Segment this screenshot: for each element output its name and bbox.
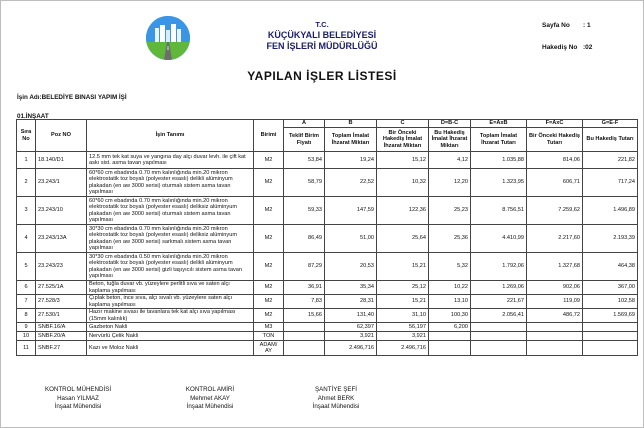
cell-this-qty: 6,200 [429, 323, 471, 332]
signature-title: İnşaat Mühendisi [312, 403, 360, 410]
cell-total-qty: 20,53 [325, 253, 377, 281]
cell-poz-code: 23.243/13A [36, 225, 87, 253]
cell-total-qty: 19,24 [325, 152, 377, 169]
cell-total-amount: 1.323,95 [471, 169, 527, 197]
cell-prev-amount: 902,06 [527, 281, 583, 295]
cell-unit-price [284, 332, 325, 341]
cell-total-amount: 1.792,06 [471, 253, 527, 281]
cell-unit: M2 [254, 309, 284, 323]
cell-row-number: 2 [17, 169, 36, 197]
cell-work-description: Çıplak beton, ince sıva, alçı sıvalı vb. yüzeylere saten alçı kaplama yapılması [87, 295, 254, 309]
table-row [17, 323, 638, 332]
cell-total-amount: 221,67 [471, 295, 527, 309]
signature-role: KONTROL AMİRİ [185, 386, 235, 393]
cell-unit-price: 7,83 [284, 295, 325, 309]
table-row [17, 152, 638, 169]
cell-work-description: 60*60 cm ebadında 0.70 mm kalınlığında min.20 mikron elektrostatik toz boyalı (polyester esaslı) delikli alüminyum plakadan (en aw 3000 serisi) oturmalı sistem asma tavan yapılması [87, 169, 254, 197]
cell-this-qty [429, 332, 471, 341]
cell-unit-price: 59,33 [284, 197, 325, 225]
cell-prev-amount: 814,06 [527, 152, 583, 169]
col-letter-b: B [325, 120, 377, 128]
cell-prev-amount [527, 341, 583, 356]
cell-this-qty [429, 341, 471, 356]
col-letter-d: D=B-C [429, 120, 471, 128]
cell-poz-code: SNBF.27 [36, 341, 87, 356]
cell-work-description: 12.5 mm tek kat suya ve yangına day alçı duvar levh. ile çift kat askı sist. asma tavan yapılması [87, 152, 254, 169]
col-letter-g: G=E-F [583, 120, 638, 128]
col-letter-f: F=AxC [527, 120, 583, 128]
cell-total-amount: 1.269,06 [471, 281, 527, 295]
cell-this-amount [583, 341, 638, 356]
col-header-this-qty: Bu Hakediş İmalat İhzarat Miktarı [429, 128, 471, 152]
cell-work-description: 60*60 cm ebadında 0.70 mm kalınlığında min.20 mikron elektrostatik toz boyalı (polyester esaslı) deliksiz alüminyum plakadan (en aw 3000 serisi) oturmalı sistem asma tavan yapılması [87, 197, 254, 225]
cell-total-qty: 3,921 [325, 332, 377, 341]
cell-total-qty: 51,00 [325, 225, 377, 253]
col-header-no: Sıra No [17, 120, 36, 152]
cell-prev-amount: 119,09 [527, 295, 583, 309]
col-header-unit: Birimi [254, 120, 284, 152]
municipality-logo [146, 16, 190, 60]
cell-poz-code: SNBF.16/A [36, 323, 87, 332]
cell-unit: M2 [254, 225, 284, 253]
cell-poz-code: 23.243/23 [36, 253, 87, 281]
cell-unit-price: 53,84 [284, 152, 325, 169]
cell-poz-code: 23.243/10 [36, 197, 87, 225]
signature-title: İnşaat Mühendisi [54, 403, 102, 410]
cell-work-description: Nervürlü Çelik Nakli [87, 332, 254, 341]
cell-total-qty: 131,40 [325, 309, 377, 323]
cell-unit: M3 [254, 323, 284, 332]
cell-total-qty: 147,59 [325, 197, 377, 225]
cell-total-amount: 8.756,51 [471, 197, 527, 225]
table-row [17, 197, 638, 225]
progress-payment-label: Hakediş No [542, 44, 578, 51]
col-letter-c: C [377, 120, 429, 128]
cell-unit: M2 [254, 253, 284, 281]
table-row [17, 281, 638, 295]
cell-row-number: 7 [17, 295, 36, 309]
col-header-prev-qty: Bir Önceki Hakediş İmalat İhzarat Miktarı [377, 128, 429, 152]
signature-control-chief [160, 386, 260, 412]
cell-row-number: 3 [17, 197, 36, 225]
cell-this-amount [583, 323, 638, 332]
cell-poz-code: 23.243/1 [36, 169, 87, 197]
cell-this-amount [583, 332, 638, 341]
cell-prev-amount: 486,72 [527, 309, 583, 323]
signature-control-engineer [28, 386, 128, 412]
cell-this-amount: 2.193,39 [583, 225, 638, 253]
cell-prev-qty: 3,921 [377, 332, 429, 341]
col-header-total-qty: Toplam İmalat İhzarat Miktarı [325, 128, 377, 152]
table-row [17, 332, 638, 341]
cell-total-amount [471, 332, 527, 341]
cell-prev-qty: 122,36 [377, 197, 429, 225]
cell-unit-price [284, 341, 325, 356]
cell-work-description: Kazı ve Moloz Nakli [87, 341, 254, 356]
cell-this-qty: 12,20 [429, 169, 471, 197]
cell-prev-amount: 1.327,68 [527, 253, 583, 281]
cell-poz-code: 27.528/3 [36, 295, 87, 309]
cell-poz-code: 27.530/1 [36, 309, 87, 323]
signature-site-chief [286, 386, 386, 412]
cell-unit-price: 58,79 [284, 169, 325, 197]
cell-unit-price: 36,91 [284, 281, 325, 295]
cell-total-qty: 2.496,716 [325, 341, 377, 356]
cell-row-number: 4 [17, 225, 36, 253]
cell-unit: TON [254, 332, 284, 341]
section-label: 01.İNŞAAT [17, 113, 49, 120]
table-row [17, 225, 638, 253]
cell-unit: M2 [254, 295, 284, 309]
cell-unit-price [284, 323, 325, 332]
cell-this-qty: 25,36 [429, 225, 471, 253]
cell-total-qty: 62,397 [325, 323, 377, 332]
cell-prev-qty: 25,64 [377, 225, 429, 253]
cell-row-number: 10 [17, 332, 36, 341]
cell-total-amount: 2.056,41 [471, 309, 527, 323]
header-tc: T.C. [315, 20, 329, 29]
cell-unit: M2 [254, 197, 284, 225]
cell-this-qty: 10,22 [429, 281, 471, 295]
cell-total-qty: 22,52 [325, 169, 377, 197]
cell-unit: M2 [254, 281, 284, 295]
cell-total-amount: 4.410,99 [471, 225, 527, 253]
cell-this-amount: 1.569,69 [583, 309, 638, 323]
cell-unit: ADAM/ AY [254, 341, 284, 356]
col-header-unit-price: Teklif Birim Fiyatı [284, 128, 325, 152]
cell-this-qty: 100,30 [429, 309, 471, 323]
cell-unit-price: 15,66 [284, 309, 325, 323]
cell-prev-qty: 56,197 [377, 323, 429, 332]
col-header-desc: İşin Tanımı [87, 120, 254, 152]
page-number-value: : 1 [583, 22, 591, 29]
cell-this-qty: 4,12 [429, 152, 471, 169]
table-row [17, 295, 638, 309]
table-row [17, 253, 638, 281]
cell-this-amount: 221,82 [583, 152, 638, 169]
cell-prev-qty: 25,12 [377, 281, 429, 295]
cell-this-amount: 464,38 [583, 253, 638, 281]
cell-this-amount: 102,58 [583, 295, 638, 309]
cell-total-amount [471, 341, 527, 356]
cell-work-description: 30*30 cm ebadında 0.70 mm kalınlığında min.20 mikron elektrostatik toz boyalı (polyester esaslı) deliksiz alüminyum plakadan (en aw 3000 serisi) sarkmalı sistem asma tavan yapılması [87, 225, 254, 253]
cell-prev-qty: 10,32 [377, 169, 429, 197]
cell-row-number: 5 [17, 253, 36, 281]
cell-work-description: Gazbeton Nakli [87, 323, 254, 332]
col-header-this-amount: Bu Hakediş Tutarı [583, 128, 638, 152]
cell-row-number: 9 [17, 323, 36, 332]
table-row [17, 341, 638, 356]
cell-work-description: Beton, tuğla duvar vb. yüzeylere perlitli sıva ve saten alçı kaplama yapılması [87, 281, 254, 295]
progress-payment-value: :02 [583, 44, 593, 51]
cell-poz-code: 27.525/1A [36, 281, 87, 295]
cell-unit-price: 87,29 [284, 253, 325, 281]
cell-row-number: 11 [17, 341, 36, 356]
cell-this-qty: 5,32 [429, 253, 471, 281]
signature-name: Hasan YILMAZ [57, 394, 99, 402]
col-header-total-amount: Toplam İmalat İhzarat Tutarı [471, 128, 527, 152]
cell-prev-qty: 15,21 [377, 295, 429, 309]
cell-prev-qty: 31,10 [377, 309, 429, 323]
cell-prev-qty: 15,21 [377, 253, 429, 281]
cell-prev-qty: 2.496,716 [377, 341, 429, 356]
cell-total-qty: 35,34 [325, 281, 377, 295]
document-title: YAPILAN İŞLER LİSTESİ [247, 69, 397, 83]
cell-row-number: 8 [17, 309, 36, 323]
cell-prev-amount: 7.259,62 [527, 197, 583, 225]
cell-prev-amount [527, 323, 583, 332]
cell-prev-amount: 2.217,60 [527, 225, 583, 253]
cell-this-qty: 13,10 [429, 295, 471, 309]
col-header-prev-amount: Bir Önceki Hakediş Tutarı [527, 128, 583, 152]
cell-total-amount: 1.035,88 [471, 152, 527, 169]
cell-this-qty: 25,23 [429, 197, 471, 225]
col-header-poz: Poz NO [36, 120, 87, 152]
table-row [17, 309, 638, 323]
cell-work-description: 30*30 cm ebadında 0.50 mm kalınlığında min.20 mikron elektrostatik toz boyalı (polyester esaslı) delikli alüminyum plakadan (en aw 3000 serisi) gizli taşıyıcılı sistem asma tavan yapılması [87, 253, 254, 281]
col-letter-a: A [284, 120, 325, 128]
cell-work-description: Hazır makine sıvası ile tavanlara tek kat alçı sıva yapılması (15mm kalınlık) [87, 309, 254, 323]
header-municipality: KÜÇÜKYALI BELEDİYESİ [267, 30, 377, 40]
cell-this-amount: 367,00 [583, 281, 638, 295]
header-department: FEN İŞLERİ MÜDÜRLÜĞÜ [266, 41, 378, 51]
cell-total-amount [471, 323, 527, 332]
cell-total-qty: 28,31 [325, 295, 377, 309]
signature-name: Ahmet BERK [317, 394, 355, 402]
cell-poz-code: 18.140/D1 [36, 152, 87, 169]
signature-name: Mehmet AKAY [190, 394, 230, 402]
cell-this-amount: 1.496,89 [583, 197, 638, 225]
cell-poz-code: SNBF.20/A [36, 332, 87, 341]
cell-row-number: 6 [17, 281, 36, 295]
cell-row-number: 1 [17, 152, 36, 169]
cell-prev-qty: 15,12 [377, 152, 429, 169]
cell-this-amount: 717,24 [583, 169, 638, 197]
signature-title: İnşaat Mühendisi [186, 403, 234, 410]
job-name: İşin Adı:BELEDİYE BINASI YAPIM İŞİ [17, 94, 127, 101]
cell-unit-price: 86,49 [284, 225, 325, 253]
work-items-table [16, 119, 638, 356]
cell-prev-amount [527, 332, 583, 341]
col-letter-e: E=AxB [471, 120, 527, 128]
signature-role: KONTROL MÜHENDİSİ [44, 386, 112, 393]
cell-unit: M2 [254, 169, 284, 197]
signature-role: ŞANTİYE ŞEFİ [315, 386, 357, 393]
table-row [17, 169, 638, 197]
cell-prev-amount: 606,71 [527, 169, 583, 197]
cell-unit: M2 [254, 152, 284, 169]
page-number-label: Sayfa No [542, 22, 570, 29]
